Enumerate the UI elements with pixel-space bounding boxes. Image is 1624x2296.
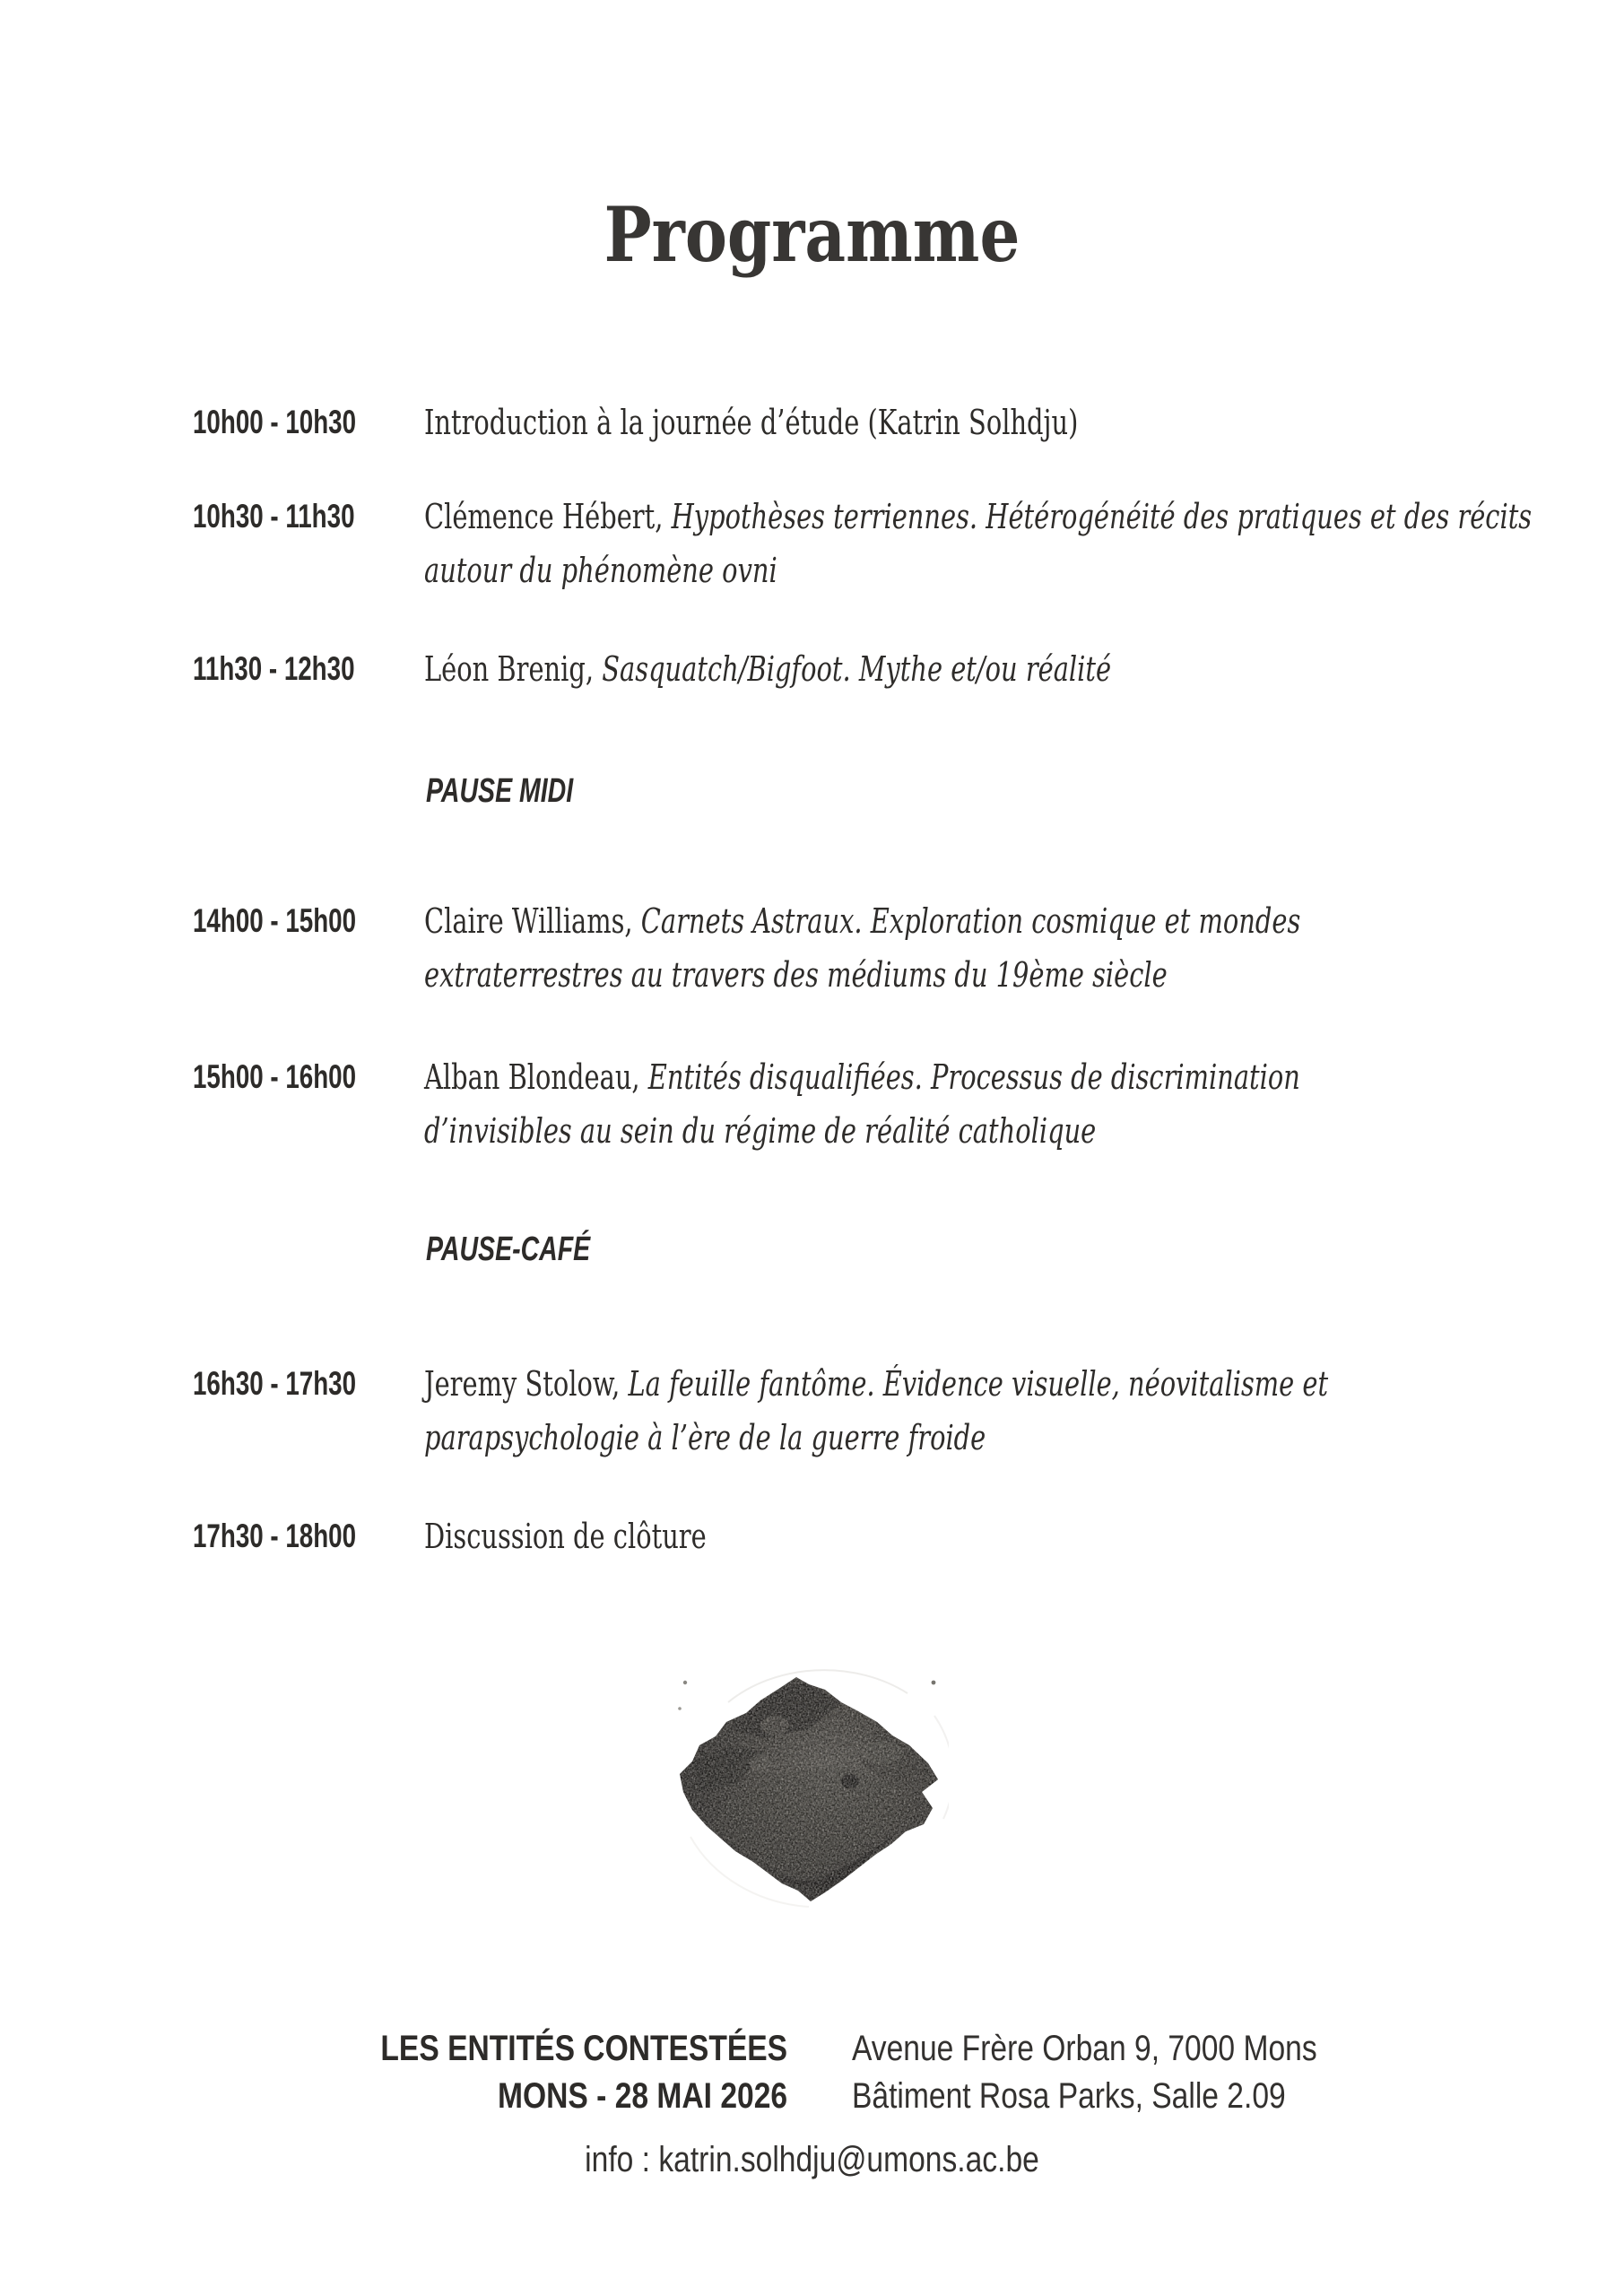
- speaker-name: Clémence Hébert,: [424, 497, 672, 536]
- talk-title: Carnets Astraux. Exploration cosmique et mondes extraterrestres au travers des médiums du 19ème siècle: [424, 901, 1301, 995]
- session-time: 14h00 - 15h00: [193, 902, 357, 939]
- footer-event-block: [380, 2025, 787, 2120]
- session-description: [424, 1357, 1624, 1465]
- session-time: 10h00 - 10h30: [193, 404, 357, 440]
- footer-address-block: [852, 2025, 1317, 2120]
- speaker-name: Alban Blondeau,: [424, 1057, 648, 1097]
- speaker-name: Jeremy Stolow,: [424, 1364, 629, 1404]
- speaker-name: Léon Brenig,: [424, 649, 603, 689]
- talk-title: Sasquatch/Bigfoot. Mythe et/ou réalité: [602, 649, 1112, 689]
- meteorite-icon: [674, 1666, 949, 1910]
- session-time: 17h30 - 18h00: [193, 1518, 357, 1554]
- event-name: LES ENTITÉS CONTESTÉES: [380, 2029, 787, 2068]
- session-description: [424, 642, 1624, 696]
- page-title: Programme: [604, 190, 1020, 279]
- event-place-date: MONS - 28 MAI 2026: [497, 2076, 787, 2116]
- speaker-name: Claire Williams,: [424, 901, 641, 941]
- session-description: [424, 1509, 1624, 1563]
- session-time: 10h30 - 11h30: [193, 498, 355, 535]
- address-line1: Avenue Frère Orban 9, 7000 Mons: [852, 2029, 1317, 2068]
- session-text: Discussion de clôture: [424, 1517, 707, 1556]
- session-time: 11h30 - 12h30: [193, 650, 355, 687]
- meteorite-image: [674, 1666, 949, 1910]
- talk-title: Entités disqualifiées. Processus de discrimination d’invisibles au sein du régime de réalité catholique: [424, 1057, 1300, 1151]
- address-line2: Bâtiment Rosa Parks, Salle 2.09: [852, 2076, 1286, 2116]
- session-description: [424, 894, 1624, 1002]
- talk-title: La feuille fantôme. Évidence visuelle, néovitalisme et parapsychologie à l’ère de la guerre froide: [424, 1364, 1329, 1457]
- session-time: 15h00 - 16h00: [193, 1058, 357, 1095]
- session-time: 16h30 - 17h30: [193, 1365, 357, 1402]
- break-label-midi: PAUSE MIDI: [426, 772, 574, 810]
- talk-title: Hypothèses terriennes. Hétérogénéité des pratiques et des récits autour du phénomène ovni: [424, 497, 1533, 590]
- session-description: [424, 1050, 1624, 1158]
- session-description: [424, 396, 1624, 449]
- footer-contact-info: info : katrin.solhdju@umons.ac.be: [585, 2140, 1039, 2179]
- session-description: [424, 490, 1624, 597]
- break-label-cafe: PAUSE-CAFÉ: [426, 1231, 591, 1268]
- session-text: Introduction à la journée d’étude (Katrin Solhdju): [424, 403, 1079, 442]
